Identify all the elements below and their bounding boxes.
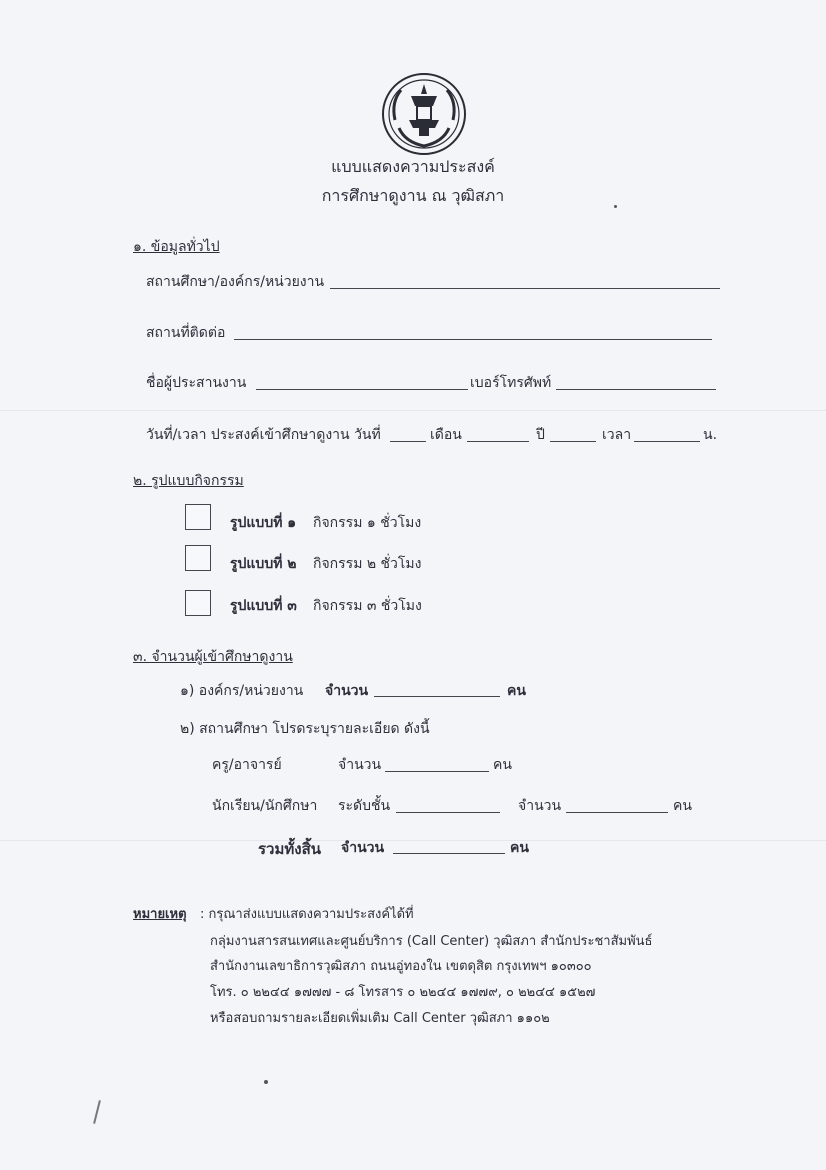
option3-checkbox[interactable]	[185, 590, 211, 616]
student-amount-field[interactable]	[566, 812, 668, 813]
year-label: ปี	[536, 427, 545, 443]
teacher-amount-label: จำนวน	[338, 757, 382, 773]
month-label: เดือน	[430, 427, 462, 443]
total-amount-label: จำนวน	[341, 840, 385, 856]
note-line-1: : กรุณาส่งแบบแสดงความประสงค์ได้ที่	[200, 907, 414, 922]
org-label: ๑) องค์กร/หน่วยงาน	[180, 683, 304, 699]
scan-speck	[614, 205, 617, 208]
total-label: รวมทั้งสิ้น	[258, 840, 321, 858]
scan-mark	[93, 1100, 101, 1124]
option2-activity: กิจกรรม ๒ ชั่วโมง	[313, 556, 422, 572]
scan-speck	[264, 1080, 268, 1084]
section2-heading: ๒. รูปแบบกิจกรรม	[133, 473, 244, 489]
section1-heading: ๑. ข้อมูลทั่วไป	[133, 239, 220, 255]
address-label: สถานที่ติดต่อ	[146, 325, 226, 341]
fold-line	[0, 840, 826, 841]
day-field[interactable]	[390, 441, 426, 442]
teacher-label: ครู/อาจารย์	[212, 757, 282, 773]
time-label: เวลา	[602, 427, 632, 443]
month-field[interactable]	[467, 441, 529, 442]
note-label: หมายเหตุ	[133, 907, 187, 922]
teacher-unit: คน	[493, 757, 512, 773]
section3-heading: ๓. จำนวนผู้เข้าศึกษาดูงาน	[133, 649, 293, 665]
option2-checkbox[interactable]	[185, 545, 211, 571]
time-field[interactable]	[634, 441, 700, 442]
level-label: ระดับชั้น	[338, 798, 391, 814]
form-subtitle: การศึกษาดูงาน ณ วุฒิสภา	[321, 186, 505, 205]
total-amount-field[interactable]	[393, 853, 505, 854]
phone-field[interactable]	[556, 389, 716, 390]
fold-line	[0, 410, 826, 411]
option3-activity: กิจกรรม ๓ ชั่วโมง	[313, 598, 422, 614]
org-amount-label: จำนวน	[325, 683, 369, 699]
coordinator-label: ชื่อผู้ประสานงาน	[146, 375, 247, 391]
option1-activity: กิจกรรม ๑ ชั่วโมง	[313, 515, 422, 531]
phone-label: เบอร์โทรศัพท์	[470, 375, 552, 391]
coordinator-field[interactable]	[256, 389, 468, 390]
total-unit: คน	[510, 840, 529, 856]
org-unit: คน	[507, 683, 526, 699]
time-unit: น.	[703, 427, 718, 443]
option1-format: รูปแบบที่ ๑	[230, 515, 297, 531]
student-unit: คน	[673, 798, 692, 814]
teacher-amount-field[interactable]	[385, 771, 489, 772]
note-line-5: หรือสอบถามรายละเอียดเพิ่มเติม Call Center วุฒิสภา ๑๑๐๒	[210, 1011, 550, 1026]
note-line-4: โทร. ๐ ๒๒๔๔ ๑๗๗๗ - ๘ โทรสาร ๐ ๒๒๔๔ ๑๗๗๙, ๐ ๒๒๔๔ ๑๕๒๗	[210, 985, 596, 1000]
parliament-emblem-icon	[381, 72, 467, 156]
option2-format: รูปแบบที่ ๒	[230, 556, 297, 572]
option1-checkbox[interactable]	[185, 504, 211, 530]
note-line-2: กลุ่มงานสารสนเทศและศูนย์บริการ (Call Center) วุฒิสภา สำนักประชาสัมพันธ์	[210, 934, 653, 949]
org-amount-field[interactable]	[374, 696, 500, 697]
option3-format: รูปแบบที่ ๓	[230, 598, 297, 614]
datetime-label: วันที่/เวลา ประสงค์เข้าศึกษาดูงาน วันที่	[146, 427, 381, 443]
address-field[interactable]	[234, 339, 712, 340]
year-field[interactable]	[550, 441, 596, 442]
note-line-3: สำนักงานเลขาธิการวุฒิสภา ถนนอู่ทองใน เขตดุสิต กรุงเทพฯ ๑๐๓๐๐	[210, 959, 592, 974]
institution-field[interactable]	[330, 288, 720, 289]
student-amount-label: จำนวน	[518, 798, 562, 814]
institution-label: สถานศึกษา/องค์กร/หน่วยงาน	[146, 274, 325, 290]
school-label: ๒) สถานศึกษา โปรดระบุรายละเอียด ดังนี้	[180, 721, 430, 737]
student-label: นักเรียน/นักศึกษา	[212, 798, 318, 814]
form-title: แบบแสดงความประสงค์	[331, 157, 495, 176]
level-field[interactable]	[396, 812, 500, 813]
